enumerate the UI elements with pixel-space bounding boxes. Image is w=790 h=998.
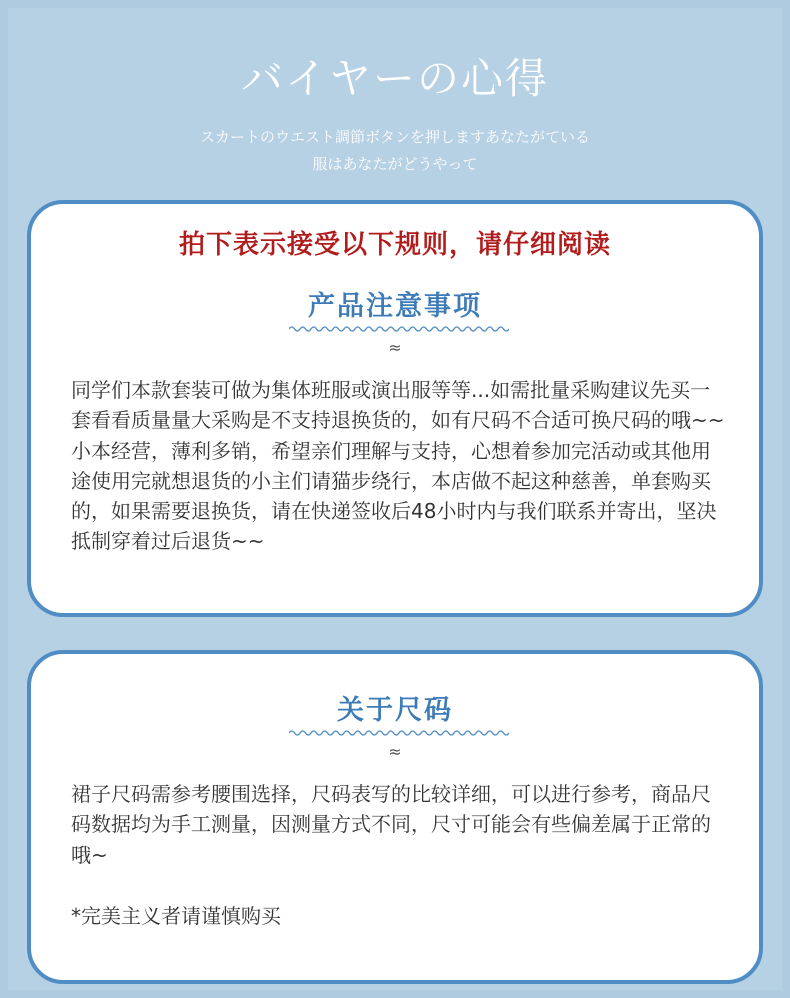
page-title: バイヤーの心得 <box>240 54 549 103</box>
page-subtitle <box>0 124 790 178</box>
rules-heading: 拍下表示接受以下规则，请仔细阅读 <box>178 230 611 260</box>
product-notice-body: 同学们本款套装可做为集体班服或演出服等等...如需批量采购建议先买一套看看质量量大采购是不支持退换货的，如有尺码不合适可换尺码的哦~~小本经营，薄利多销，希望亲们理解与支持，心想着参加完活动或其他用途使用完就想退货的小主们请猫步绕行，本店做不起这种慈善，单套购买的，如果需要退换货，请在快递签收后48小时内与我们联系并寄出，坚决抵制穿着过后退货~~ <box>71 378 725 554</box>
size-info-body: 裙子尺码需参考腰围选择，尺码表写的比较详细，可以进行参考，商品尺码数据均为手工测量，因测量方式不同，尺寸可能会有些偏差属于正常的哦~ <box>71 782 711 867</box>
size-info-card <box>27 650 763 984</box>
product-notice-card <box>27 200 763 617</box>
section-title-product-notice: 产品注意事项 <box>308 291 482 322</box>
subtitle-line-1: スカートのウエスト調節ボタンを押しますあなたがている <box>199 128 590 146</box>
section-title-size: 关于尺码 <box>337 695 453 726</box>
approx-divider-icon: ≈ <box>388 338 402 357</box>
subtitle-line-2: 服はあなたがどうやって <box>312 155 478 173</box>
wave-divider-icon <box>289 728 509 738</box>
approx-divider-icon: ≈ <box>388 742 402 761</box>
perfectionist-note: *完美主义者请谨慎购买 <box>71 904 281 928</box>
wave-divider-icon <box>289 324 509 334</box>
